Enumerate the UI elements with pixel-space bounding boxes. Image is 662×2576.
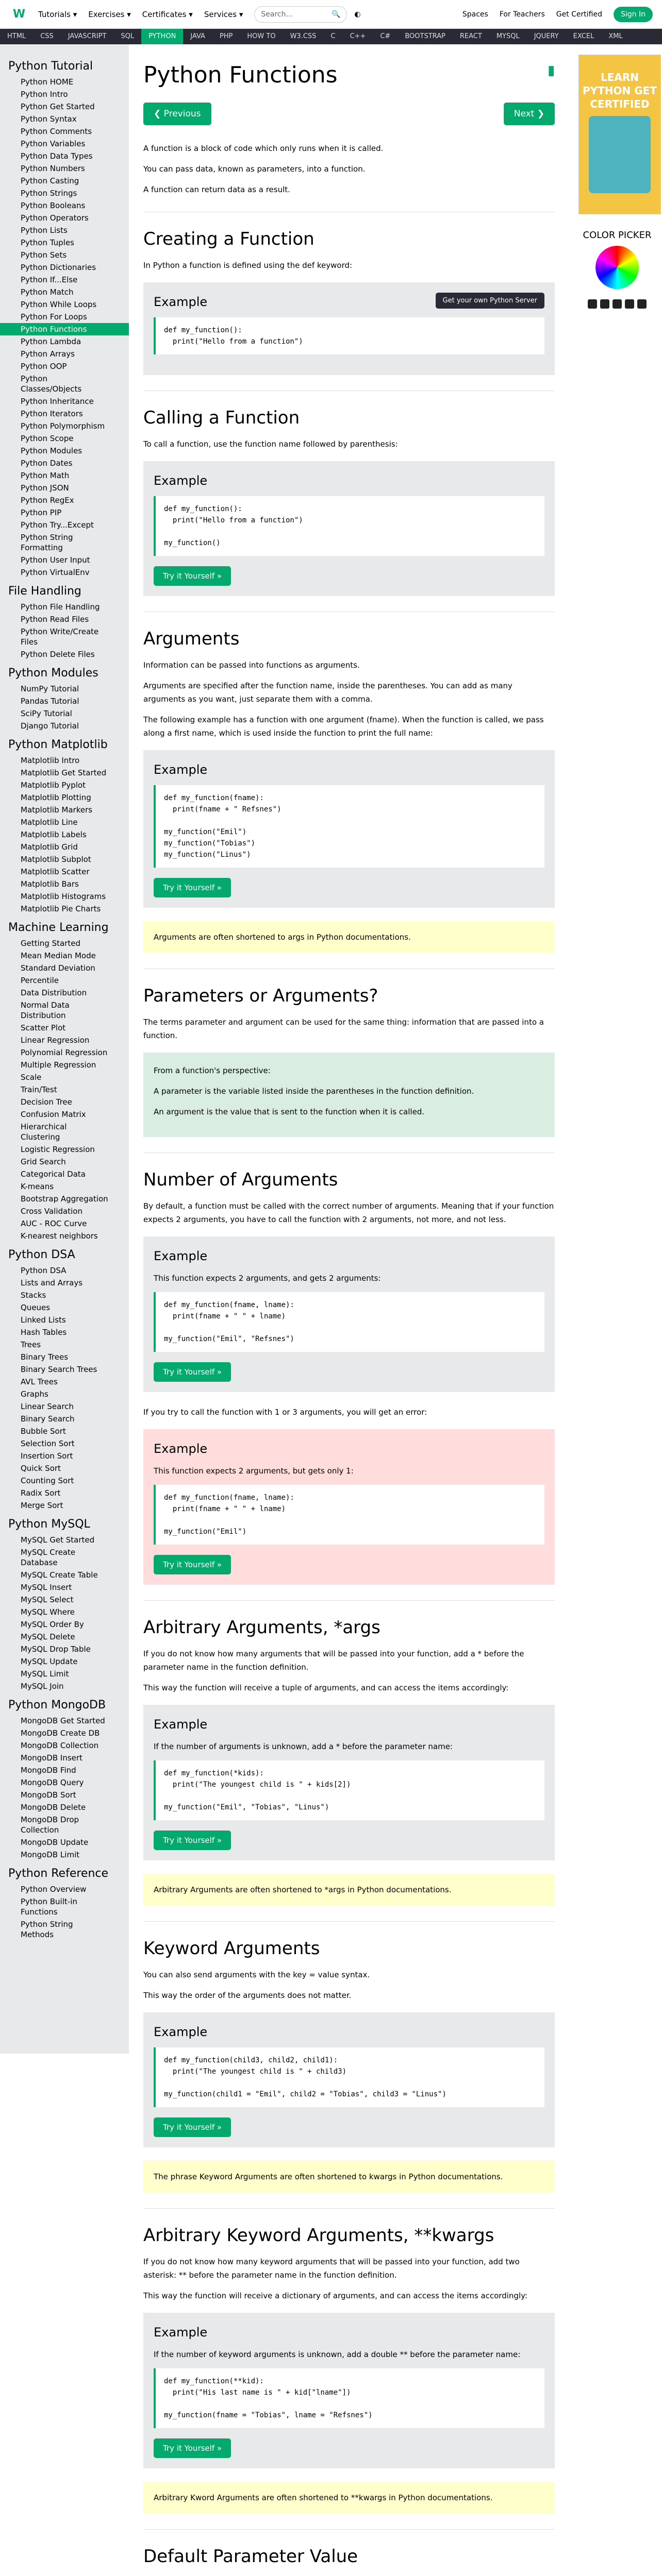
social-links [578,299,656,309]
sidebar-item[interactable]: Matplotlib Intro [21,756,80,765]
sidebar-item[interactable]: SciPy Tutorial [21,709,72,718]
example-title: Example [154,762,208,777]
advertisement[interactable] [578,55,661,214]
sidebar-item[interactable]: Hierarchical Clustering [21,1122,67,1142]
example-box [143,1429,555,1585]
code-block: def my_function(child3, child2, child1): print("The youngest child is " + child3) my_function(child1 = "Emil", child2 = "Tobias", child3 = "Linus") [154,2047,544,2107]
section-heading: Arbitrary Arguments, *args [143,1617,380,1638]
code-block: def my_function(fname, lname): print(fname + " " + lname) my_function("Emil") [154,1485,544,1545]
sidebar-item[interactable]: Matplotlib Markers [21,805,93,815]
sidebar-item[interactable]: MongoDB Collection [21,1741,99,1750]
menu-certificates[interactable]: Certificates ▾ [142,9,193,19]
sidebar-item[interactable]: Stacks [21,1291,46,1300]
sidebar-item[interactable]: MySQL Limit [21,1669,69,1679]
paragraph: This way the function will receive a dictionary of arguments, and can access the items accordingly: [143,2291,527,2300]
sidebar-item[interactable]: MongoDB Insert [21,1753,82,1762]
sidebar-item[interactable]: MongoDB Update [21,1838,89,1847]
main-content [135,44,563,2576]
sidebar-item[interactable]: Matplotlib Pyplot [21,781,86,790]
sidebar-item[interactable]: Percentile [21,976,59,985]
paragraph: The terms parameter and argument can be used for the same thing: information that are passed into a function. [143,1018,544,1040]
sidebar-item[interactable]: Decision Tree [21,1097,72,1107]
sidebar-item[interactable]: Counting Sort [21,1476,74,1485]
sidebar-item[interactable]: MySQL Where [21,1607,75,1617]
sidebar-item[interactable]: Linear Search [21,1402,74,1411]
ad-image [589,116,651,193]
sidebar-item[interactable]: MongoDB Delete [21,1803,86,1812]
sidebar-item[interactable]: Python Read Files [21,615,89,624]
sidebar-item[interactable]: Matplotlib Labels [21,830,87,839]
divider [143,1921,555,1922]
sidebar-item[interactable]: Python Built-in Functions [21,1897,77,1917]
sign-in-button[interactable]: Sign In [614,7,653,22]
get-certified-link[interactable]: Get Certified [556,10,602,19]
sidebar-item[interactable]: Trees [21,1340,41,1349]
color-picker-title: COLOR PICKER [583,230,652,241]
sidebar-item[interactable]: Normal Data Distribution [21,1001,70,1020]
discord-icon[interactable] [613,299,622,309]
example-title: Example [154,1442,208,1456]
sidebar-item[interactable]: Matplotlib Pie Charts [21,904,101,913]
nav-xml[interactable]: XML [608,32,623,40]
sidebar-item[interactable]: Python HOME [21,77,74,87]
search-input[interactable] [254,6,347,23]
nav-javascript[interactable]: JAVASCRIPT [68,32,107,40]
sidebar-item[interactable]: Polynomial Regression [21,1048,108,1057]
sidebar-item[interactable]: Graphs [21,1389,48,1399]
sidebar-item[interactable]: K-means [21,1182,54,1191]
sidebar-heading: File Handling [8,585,81,598]
paragraph: If you do not know how many arguments that will be passed into your function, add a * before the parameter name in the function definition. [143,1649,524,1672]
page-title: Python Functions [143,62,338,88]
nav-c-[interactable]: C# [380,32,391,40]
sidebar-item[interactable]: Matplotlib Grid [21,842,78,852]
example-title: Example [154,1249,208,1263]
sidebar-item[interactable]: Bubble Sort [21,1427,66,1436]
example-description: This function expects 2 arguments, but gets only 1: [154,1466,354,1476]
paragraph: If you do not know how many keyword arguments that will be passed into your function, add two asterisk: ** before the parameter name in the function definition. [143,2257,520,2280]
sidebar-heading: Python MongoDB [8,1699,106,1711]
sidebar-item[interactable]: Python Dates [21,459,73,468]
paragraph: By default, a function must be called with the correct number of arguments. Meaning that if your function expects 2 arguments, you have to call the function with 2 arguments, not more, and not less. [143,1201,554,1224]
try-it-yourself-button[interactable]: Try it Yourself » [154,1555,231,1574]
sidebar-item[interactable]: Mean Median Mode [21,951,96,960]
sidebar-item[interactable]: Data Distribution [21,988,87,997]
sidebar-item[interactable]: Python DSA [21,1266,67,1275]
sidebar-heading: Python Modules [8,667,98,680]
section-heading: Parameters or Arguments? [143,986,378,1006]
w3schools-logo[interactable]: W [9,5,29,24]
paragraph: This way the order of the arguments does not matter. [143,1991,352,2000]
sidebar-item[interactable]: MongoDB Limit [21,1850,80,1859]
sidebar-item[interactable]: Multiple Regression [21,1060,96,1070]
section-heading: Arbitrary Keyword Arguments, **kwargs [143,2225,494,2246]
sidebar-item[interactable]: Python Inheritance [21,397,94,406]
for-teachers-link[interactable]: For Teachers [499,10,545,19]
sidebar-item[interactable]: Matplotlib Get Started [21,768,107,777]
sidebar-item[interactable]: Binary Trees [21,1352,69,1362]
code-block: def my_function(**kid): print("His last name is " + kid["lname"]) my_function(fname = "Tobias", lname = "Refsnes") [154,2368,544,2428]
box-paragraph: A parameter is the variable listed inside the parentheses in the function definition. [154,1087,474,1096]
section-heading: Creating a Function [143,229,315,249]
sidebar-heading: Python DSA [8,1248,75,1261]
sidebar-item[interactable]: Binary Search Trees [21,1365,97,1374]
example-description: If the number of arguments is unknown, add a * before the parameter name: [154,1742,453,1751]
sidebar-item[interactable]: Linked Lists [21,1315,66,1325]
sidebar-item[interactable]: Queues [21,1303,51,1312]
nav-sql[interactable]: SQL [121,32,135,40]
try-it-yourself-button[interactable]: Try it Yourself » [154,2438,231,2458]
bookmark-icon[interactable]: ▮ [548,63,555,78]
code-block: def my_function(): print("Hello from a function") [154,317,544,354]
try-it-yourself-button[interactable]: Try it Yourself » [154,566,231,586]
sidebar-item[interactable]: MySQL Get Started [21,1535,95,1545]
language-nav [0,29,662,44]
sidebar-item[interactable]: Linear Regression [21,1036,90,1045]
sidebar-item[interactable]: Selection Sort [21,1439,75,1448]
right-rail [572,44,662,319]
example-box [143,2012,555,2147]
sidebar-item[interactable]: Python If...Else [21,275,78,284]
paragraph: This way the function will receive a tuple of arguments, and can access the items accordingly: [143,1683,509,1692]
note-box: Arbitrary Arguments are often shortened to *args in Python documentations. [143,1874,555,1906]
top-bar [0,0,662,29]
sidebar-heading: Python Matplotlib [8,738,108,751]
sidebar-item[interactable]: K-nearest neighbors [21,1231,98,1241]
paragraph: To call a function, use the function name followed by parenthesis: [143,439,398,449]
box-paragraph: From a function's perspective: [154,1066,271,1075]
sidebar-item[interactable]: Python Delete Files [21,650,95,659]
code-block: def my_function(fname, lname): print(fname + " " + lname) my_function("Emil", "Refsnes") [154,1292,544,1352]
section-heading: Keyword Arguments [143,1938,320,1959]
nav-mysql[interactable]: MYSQL [496,32,520,40]
note-box: The phrase Keyword Arguments are often shortened to kwargs in Python documentations. [143,2161,555,2193]
sidebar-item[interactable]: MySQL Drop Table [21,1645,91,1654]
sidebar-item[interactable]: Python JSON [21,483,69,493]
paragraph: The following example has a function with one argument (fname). When the function is called, we pass along a first name, which is used inside the function to print the full name: [143,715,544,738]
sidebar-item[interactable]: MongoDB Create DB [21,1728,100,1738]
sidebar-item[interactable]: Grid Search [21,1157,66,1166]
nav-excel[interactable]: EXCEL [573,32,594,40]
sidebar-item[interactable]: Scatter Plot [21,1023,66,1032]
nav-jquery[interactable]: JQUERY [534,32,559,40]
example-description: This function expects 2 arguments, and gets 2 arguments: [154,1274,381,1283]
get-python-server-button[interactable]: Get your own Python Server [436,293,544,309]
sidebar-item[interactable]: Lists and Arrays [21,1278,83,1287]
example-box [143,282,555,375]
nav-react[interactable]: REACT [459,32,482,40]
menu-tutorials[interactable]: Tutorials ▾ [38,9,77,19]
sidebar-item[interactable]: Python Match [21,287,74,297]
nav-c-[interactable]: C++ [350,32,366,40]
menu-services[interactable]: Services ▾ [204,9,243,19]
sidebar-item[interactable]: Matplotlib Subplot [21,855,91,864]
sidebar-item[interactable]: Standard Deviation [21,963,95,973]
sidebar-item[interactable]: Hash Tables [21,1328,67,1337]
sidebar-item[interactable]: Python PIP [21,508,62,517]
note-box: Arbitrary Kword Arguments are often shortened to **kwargs in Python documentations. [143,2482,555,2514]
paragraph: Arguments are specified after the function name, inside the parentheses. You can add as many arguments as you want, just separate them with a comma. [143,681,512,704]
try-it-yourself-button[interactable]: Try it Yourself » [154,2117,231,2137]
linkedin-icon[interactable] [600,299,609,309]
sidebar-item[interactable]: Python Dictionaries [21,263,96,272]
try-it-yourself-button[interactable]: Try it Yourself » [154,1831,231,1850]
sidebar-item[interactable]: Pandas Tutorial [21,697,79,706]
code-block: def my_function(*kids): print("The youngest child is " + kids[2]) my_function("Emil", "Tobias", "Linus") [154,1760,544,1820]
example-box [143,1705,555,1860]
sidebar-item[interactable]: Python Sets [21,250,67,260]
paragraph: Information can be passed into functions as arguments. [143,660,360,670]
sidebar-item[interactable]: Python For Loops [21,312,87,321]
box-paragraph: An argument is the value that is sent to the function when it is called. [154,1107,425,1116]
intro-paragraph: A function is a block of code which only runs when it is called. [143,144,384,153]
sidebar-item[interactable]: Python Classes/Objects [21,374,82,394]
sidebar-item[interactable]: Python Strings [21,189,77,198]
section-heading: Number of Arguments [143,1170,338,1190]
sidebar-item[interactable]: Python Variables [21,139,86,148]
spaces-link[interactable]: Spaces [462,10,488,19]
sidebar-item[interactable]: Radix Sort [21,1488,61,1498]
sidebar-item[interactable]: MongoDB Get Started [21,1716,105,1725]
sidebar [0,44,129,2054]
sidebar-item[interactable]: MySQL Create Database [21,1548,76,1567]
sidebar-item[interactable]: Python Data Types [21,151,93,161]
nav-java[interactable]: JAVA [190,32,205,40]
sidebar-heading: Python Tutorial [8,60,93,73]
sidebar-item[interactable]: Python Scope [21,434,74,443]
sidebar-item[interactable]: MySQL Order By [21,1620,84,1629]
sidebar-item[interactable]: Python Math [21,471,70,480]
sidebar-item[interactable]: Python Get Started [21,102,95,111]
sidebar-item[interactable]: Bootstrap Aggregation [21,1194,108,1204]
sidebar-item[interactable]: Python Polymorphism [21,421,105,431]
sidebar-item[interactable]: Matplotlib Histograms [21,892,106,901]
section-heading: Arguments [143,629,240,649]
sidebar-item[interactable]: Python Comments [21,127,92,136]
color-wheel-icon[interactable] [595,246,639,289]
sidebar-item[interactable]: Getting Started [21,939,80,948]
section-heading: Calling a Function [143,408,300,428]
sidebar-item[interactable]: Python User Input [21,555,90,565]
sidebar-item[interactable]: Python RegEx [21,496,74,505]
sidebar-item[interactable]: Python Lists [21,226,68,235]
sidebar-item[interactable]: MySQL Create Table [21,1570,98,1580]
sidebar-item[interactable]: Python Write/Create Files [21,627,99,647]
sidebar-item[interactable]: Python Intro [21,90,68,99]
example-title: Example [154,473,208,488]
sidebar-item[interactable]: MySQL Select [21,1595,74,1604]
sidebar-item[interactable]: MySQL Delete [21,1632,75,1641]
sidebar-heading: Python MySQL [8,1518,90,1531]
perspective-box [143,1053,555,1137]
sidebar-item[interactable]: MongoDB Query [21,1778,84,1787]
sidebar-heading: Machine Learning [8,921,109,934]
sections [143,212,555,2576]
sidebar-item[interactable]: Python Try...Except [21,520,94,530]
nav-css[interactable]: CSS [40,32,54,40]
sidebar-item[interactable]: Python OOP [21,362,67,371]
note-box: Arguments are often shortened to args in Python documentations. [143,921,555,953]
ad-text: LEARN PYTHON GET CERTIFIED [583,71,657,110]
sidebar-item[interactable]: NumPy Tutorial [21,684,79,693]
sidebar-item[interactable]: Python Iterators [21,409,83,418]
sidebar-item[interactable]: Python Operators [21,213,89,223]
paragraph: You can also send arguments with the key = value syntax. [143,1970,370,1979]
example-description: If the number of keyword arguments is unknown, add a double ** before the parameter name: [154,2350,521,2359]
sidebar-item[interactable]: Confusion Matrix [21,1110,86,1119]
sidebar-item[interactable]: AUC - ROC Curve [21,1219,87,1228]
try-it-yourself-button[interactable]: Try it Yourself » [154,878,231,897]
sidebar-item[interactable]: Matplotlib Plotting [21,793,91,802]
sidebar-item[interactable]: Merge Sort [21,1501,63,1510]
sidebar-item[interactable]: Matplotlib Line [21,818,78,827]
example-title: Example [154,2325,208,2340]
divider [143,2208,555,2209]
sidebar-item[interactable]: AVL Trees [21,1377,58,1386]
example-box [143,2313,555,2468]
code-block: def my_function(): print("Hello from a function") my_function() [154,496,544,556]
sidebar-item[interactable]: Python Syntax [21,114,77,124]
sidebar-item[interactable]: Insertion Sort [21,1451,73,1461]
sidebar-item[interactable]: Cross Validation [21,1207,82,1216]
sidebar-item[interactable]: Python Functions [0,323,129,335]
sidebar-item[interactable]: Binary Search [21,1414,75,1423]
sidebar-item[interactable]: Matplotlib Scatter [21,867,90,876]
example-title: Example [154,2025,208,2039]
sidebar-item[interactable]: Python While Loops [21,300,97,309]
nav-w3-css[interactable]: W3.CSS [290,32,317,40]
sidebar-item[interactable]: Quick Sort [21,1464,61,1473]
nav-php[interactable]: PHP [219,32,233,40]
sidebar-item[interactable]: Python VirtualEnv [21,568,90,577]
divider [143,2529,555,2530]
sidebar-item[interactable]: Python String Formatting [21,533,73,552]
nav-how-to[interactable]: HOW TO [247,32,276,40]
sidebar-item[interactable]: MongoDB Sort [21,1790,76,1800]
intro-paragraph: You can pass data, known as parameters, into a function. [143,164,366,174]
sidebar-item[interactable]: MySQL Join [21,1682,64,1691]
example-box [143,461,555,596]
instagram-icon[interactable] [637,299,647,309]
sidebar-item[interactable]: Python Casting [21,176,79,185]
sidebar-item[interactable]: Categorical Data [21,1170,86,1179]
sidebar-item[interactable]: Django Tutorial [21,721,79,731]
nav-c[interactable]: C [330,32,336,40]
sidebar-item[interactable]: Train/Test [21,1085,57,1094]
next-button[interactable]: Next ❯ [504,103,555,125]
example-title: Example [154,1717,208,1732]
example-title: Example [154,295,208,309]
nav-bootstrap[interactable]: BOOTSTRAP [405,32,445,40]
theme-toggle-icon[interactable]: ◐ [354,10,361,19]
sidebar-item[interactable]: Python File Handling [21,602,100,612]
paragraph: If you try to call the function with 1 or 3 arguments, you will get an error: [143,1408,427,1417]
paragraph: In Python a function is defined using the def keyword: [143,261,353,270]
example-box [143,1236,555,1392]
code-block: def my_function(fname): print(fname + " Refsnes") my_function("Emil") my_function("Tobias") my_function("Linus") [154,785,544,868]
menu-exercises[interactable]: Exercises ▾ [88,9,131,19]
sidebar-item[interactable]: Python Modules [21,446,82,455]
sidebar-item[interactable]: Python Tuples [21,238,74,247]
sidebar-item[interactable]: Python Numbers [21,164,85,173]
sidebar-item[interactable]: MongoDB Find [21,1766,76,1775]
search-icon[interactable]: 🔍 [331,10,341,19]
sidebar-item[interactable]: Python Lambda [21,337,81,346]
search-placeholder: Search... [261,10,293,19]
sidebar-item[interactable]: Matplotlib Bars [21,879,79,889]
sidebar-item[interactable]: MongoDB Drop Collection [21,1815,79,1835]
youtube-icon[interactable] [588,299,597,309]
sidebar-item[interactable]: MySQL Update [21,1657,78,1666]
example-box [143,750,555,908]
try-it-yourself-button[interactable]: Try it Yourself » [154,1362,231,1382]
sidebar-item[interactable]: Python String Methods [21,1920,73,1939]
sidebar-heading: Python Reference [8,1867,109,1880]
sidebar-item[interactable]: Python Overview [21,1885,87,1894]
sidebar-item[interactable]: MySQL Insert [21,1583,72,1592]
intro-paragraph: A function can return data as a result. [143,185,290,194]
sidebar-item[interactable]: Scale [21,1073,42,1082]
section-heading: Default Parameter Value [143,2546,358,2567]
sidebar-item[interactable]: Logistic Regression [21,1145,95,1154]
previous-button[interactable]: ❮ Previous [143,103,211,125]
facebook-icon[interactable] [625,299,634,309]
sidebar-item[interactable]: Python Arrays [21,349,75,359]
sidebar-item[interactable]: Python Booleans [21,201,86,210]
nav-html[interactable]: HTML [7,32,26,40]
nav-python[interactable]: PYTHON [141,29,183,44]
divider [143,1600,555,1601]
